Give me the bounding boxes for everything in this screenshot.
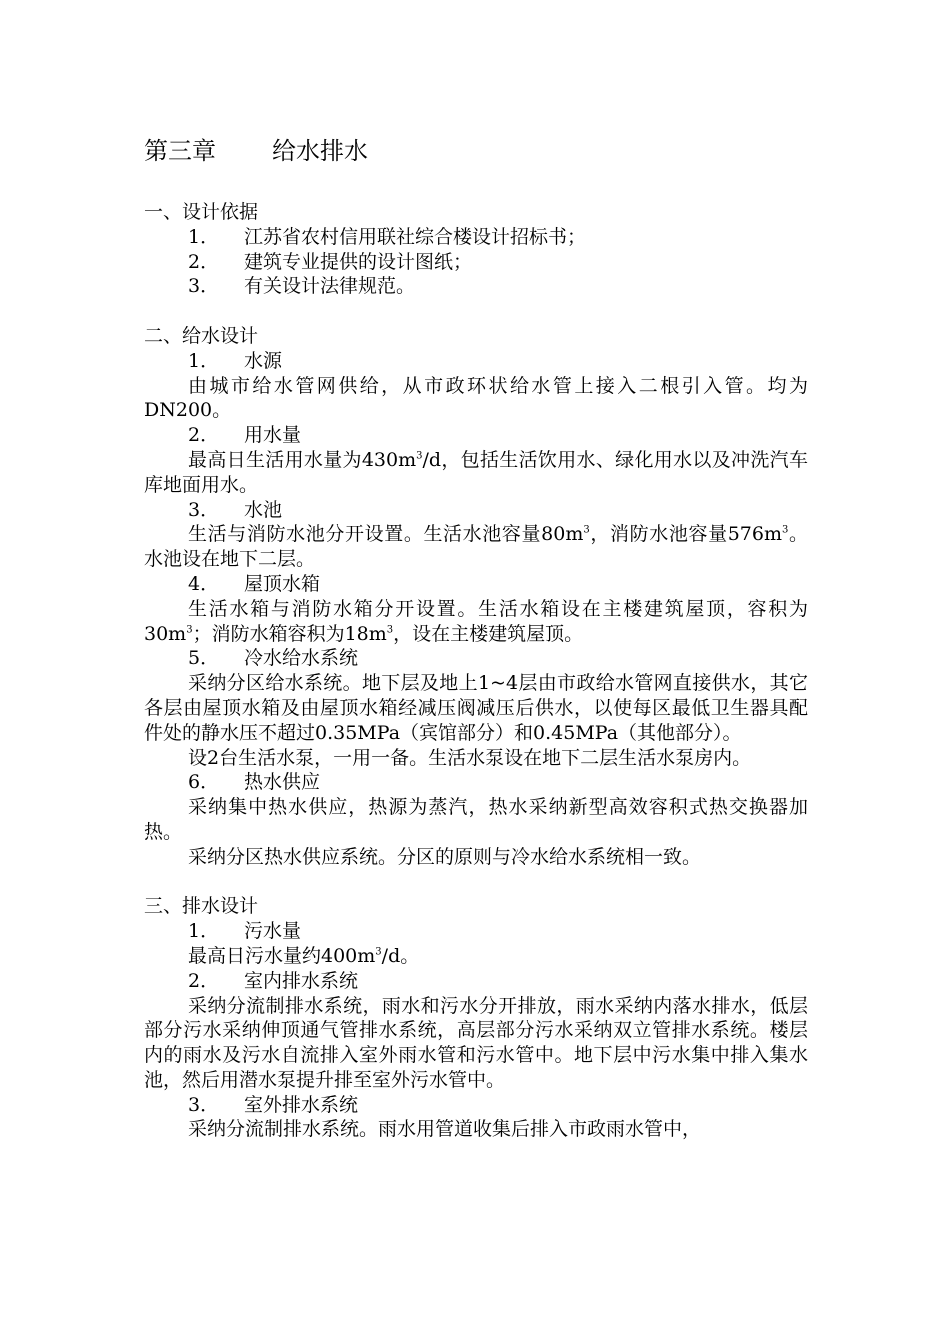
text-run: /d。: [381, 944, 420, 967]
item-number: 1．: [188, 225, 220, 248]
text-run: ，设在主楼建筑屋顶。: [393, 622, 584, 645]
list-item: [144, 225, 808, 250]
subsection-title: 室内排水系统: [244, 969, 359, 992]
subsection-heading: [144, 919, 808, 944]
item-number: 2．: [188, 424, 220, 447]
subsection-title: 水源: [244, 349, 283, 372]
subsection-heading: [144, 1093, 808, 1118]
subsection-title: 屋顶水箱: [244, 572, 321, 595]
subsection-heading: [144, 969, 808, 994]
subsection-title: 冷水给水系统: [244, 647, 359, 670]
paragraph: 采纳集中热水供应，热源为蒸汽，热水采纳新型高效容积式热交换器加热。: [144, 796, 808, 843]
superscript: 3: [781, 525, 789, 537]
text-run: ；消防水箱容积为18m: [192, 622, 387, 645]
paragraph: 采纳分区热水供应系统。分区的原则与冷水给水系统相一致。: [188, 845, 702, 868]
subsection-heading: [144, 498, 808, 523]
superscript: 3: [186, 624, 193, 636]
subsection-title: 室外排水系统: [244, 1093, 359, 1116]
paragraph: 由城市给水管网供给，从市政环状给水管上接入二根引入管。均为DN200。: [144, 374, 808, 422]
item-text: 江苏省农村信用联社综合楼设计招标书；: [244, 225, 587, 248]
document-body: [144, 200, 808, 1142]
text-run: /d，包括生活饮用水、绿化用水以及冲洗汽车库地面用水。: [144, 448, 808, 496]
chapter-title: [144, 136, 368, 166]
text-run: 最高日生活用水量为430m: [188, 448, 417, 471]
superscript: 3: [375, 946, 382, 958]
paragraph: [144, 944, 808, 969]
paragraph: 设2台生活水泵，一用一备。生活水泵设在地下二层生活水泵房内。: [188, 746, 752, 769]
item-number: 1．: [188, 920, 220, 943]
subsection-heading: [144, 349, 808, 374]
item-number: 5．: [188, 647, 220, 670]
section-heading-design-basis: 一、设计依据: [144, 201, 259, 223]
text-run: 生活与消防水池分开设置。生活水池容量80m: [188, 523, 584, 546]
subsection-title: 水池: [244, 498, 283, 521]
paragraph: 采纳分流制排水系统。雨水用管道收集后排入市政雨水管中，: [188, 1118, 702, 1141]
paragraph: 采纳分区给水系统。地下层及地上1~4层由市政给水管网直接供水，其它各层由屋顶水箱及由屋顶水箱经减压阀减压后供水，以使每区最低卫生器具配件处的静水压不超过0.35MPa（宾馆部分）和0.45MPa（其他部分）。: [144, 672, 808, 744]
subsection-heading: [144, 646, 808, 671]
list-item: [144, 274, 808, 299]
paragraph: [144, 522, 808, 572]
section-heading-water-supply: 二、给水设计: [144, 324, 259, 347]
subsection-heading: [144, 770, 808, 795]
item-number: 2．: [188, 250, 220, 273]
list-item: [144, 250, 808, 275]
superscript: 3: [386, 624, 394, 636]
superscript: 3: [583, 525, 590, 537]
text-run: 最高日污水量约400m: [188, 944, 376, 967]
item-number: 3．: [188, 498, 220, 521]
item-number: 3．: [188, 1093, 220, 1116]
spacer: [144, 870, 808, 895]
section-heading-drainage: 三、排水设计: [144, 895, 259, 918]
chapter-number: 第三章: [144, 137, 216, 165]
chapter-name: 给水排水: [272, 137, 368, 165]
subsection-title: 热水供应: [244, 771, 321, 794]
subsection-title: 污水量: [244, 920, 302, 943]
item-number: 2．: [188, 969, 220, 992]
subsection-heading: [144, 572, 808, 597]
text-run: ，消防水池容量576m: [589, 523, 782, 546]
paragraph: [144, 597, 808, 647]
paragraph: [144, 448, 808, 498]
subsection-heading: [144, 423, 808, 448]
text-run: 。水池设在地下二层。: [144, 523, 808, 571]
item-number: 1．: [188, 349, 220, 372]
item-number: 3．: [188, 275, 220, 298]
item-number: 6．: [188, 771, 220, 794]
item-number: 4．: [188, 572, 220, 595]
paragraph: 采纳分流制排水系统，雨水和污水分开排放，雨水采纳内落水排水，低层部分污水采纳伸顶通气管排水系统，高层部分污水采纳双立管排水系统。楼层内的雨水及污水自流排入室外雨水管和污水管中。地下层中污水集中排入集水池，然后用潜水泵提升排至室外污水管中。: [144, 994, 808, 1091]
item-text: 建筑专业提供的设计图纸；: [244, 250, 473, 273]
item-text: 有关设计法律规范。: [244, 275, 416, 298]
subsection-title: 用水量: [244, 424, 302, 447]
superscript: 3: [416, 450, 423, 462]
text-run: 生活水箱与消防水箱分开设置。生活水箱设在主楼建筑屋顶，容积为30m: [144, 597, 808, 645]
spacer: [144, 299, 808, 324]
